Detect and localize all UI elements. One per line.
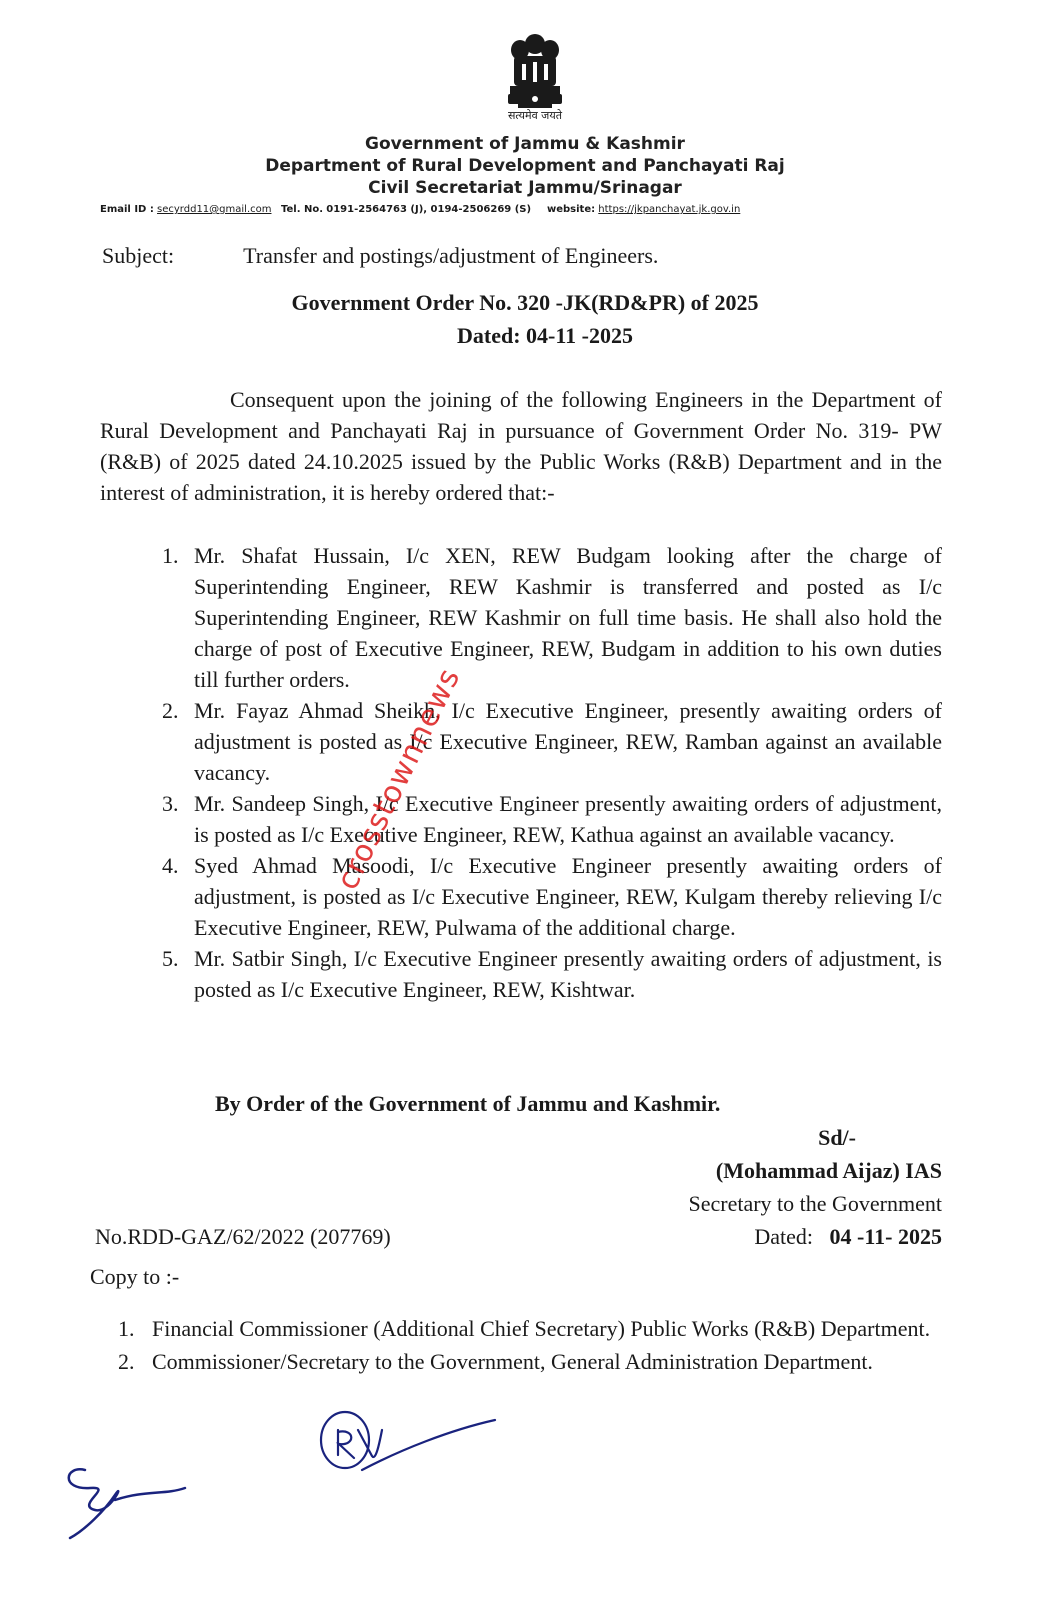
tel-label: Tel. No. [281, 204, 324, 215]
department-name: Department of Rural Development and Panchayati Raj [265, 156, 785, 176]
order-item [162, 850, 942, 943]
item-number: 2. [162, 698, 179, 723]
signatory-designation: Secretary to the Government [688, 1191, 942, 1216]
copy-text: Financial Commissioner (Additional Chief Secretary) Public Works (R&B) Department. [152, 1316, 931, 1341]
handwritten-signature [310, 1400, 500, 1490]
subject-label: Subject: [102, 243, 175, 268]
item-text: Mr. Shafat Hussain, I/c XEN, REW Budgam looking after the charge of Superintending Engineer, REW Kashmir is transferred and posted as I/c Superintending Engineer, REW Kashmir on full time basis. He shall also hold the charge of post of Executive Engineer, REW, Budgam in addition to his own duties till further orders. [194, 543, 942, 692]
copy-item [118, 1312, 948, 1345]
website-link[interactable]: https://jkpanchayat.jk.gov.in [598, 204, 741, 215]
copy-to-label: Copy to :- [90, 1264, 180, 1289]
office-address: Civil Secretariat Jammu/Srinagar [368, 178, 682, 198]
item-number: 1. [162, 543, 179, 568]
item-number: 3. [162, 791, 179, 816]
watermark-text: crosstownnews [330, 662, 468, 896]
emblem-motto: सत्यमेव जयते [507, 109, 562, 122]
reference-number: No.RDD-GAZ/62/2022 (207769) [95, 1224, 391, 1249]
order-item [162, 788, 942, 850]
item-number: 4. [162, 853, 179, 878]
item-text: Syed Ahmad Masoodi, I/c Executive Engineer presently awaiting orders of adjustment, is posted as I/c Executive Engineer, REW, Kulgam thereby relieving I/c Executive Engineer, REW, Pulwama of the additional charge. [194, 853, 942, 940]
tel-value: 0191-2564763 (J), 0194-2506269 (S) [326, 204, 532, 215]
item-text: Mr. Sandeep Singh, I/c Executive Engineer presently awaiting orders of adjustment, is posted as I/c Executive Engineer, REW, Kathua against an available vacancy. [194, 791, 942, 847]
order-item [162, 540, 942, 695]
subject-line [102, 243, 658, 269]
item-text: Mr. Fayaz Ahmad Sheikh, I/c Executive Engineer, presently awaiting orders of adjustment is posted as I/c Executive Engineer, REW, Ramban against an available vacancy. [194, 698, 942, 785]
copy-list [118, 1312, 948, 1378]
order-item [162, 943, 942, 1005]
copy-number: 2. [118, 1349, 135, 1374]
email-label: Email ID : [100, 204, 154, 215]
copy-item [118, 1345, 948, 1378]
government-name: Government of Jammu & Kashmir [365, 134, 685, 154]
signature-date [688, 1220, 942, 1253]
signature-date-value: 04 -11- 2025 [829, 1224, 942, 1249]
copy-text: Commissioner/Secretary to the Government, General Administration Department. [152, 1349, 873, 1374]
order-date: Dated: 04-11 -2025 [457, 323, 633, 348]
handwritten-initials [55, 1450, 195, 1550]
sd-mark: Sd/- [818, 1125, 856, 1150]
intro-paragraph [100, 384, 942, 508]
intro-text: Consequent upon the joining of the following Engineers in the Department of Rural Development and Panchayati Raj in pursuance of Government Order No. 319- PW (R&B) of 2025 dated 24.10.2025 issued by the Public Works (R&B) Department and in the interest of administration, it is hereby ordered that:- [100, 387, 942, 505]
website-label: website: [546, 204, 596, 215]
subject-text: Transfer and postings/adjustment of Engineers. [243, 243, 659, 268]
signature-date-label: Dated: [754, 1224, 814, 1249]
order-title: Government Order No. 320 -JK(RD&PR) of 2025 [291, 290, 759, 315]
order-list [162, 540, 942, 1005]
email-link[interactable]: secyrdd11@gmail.com [157, 204, 272, 215]
item-text: Mr. Satbir Singh, I/c Executive Engineer presently awaiting orders of adjustment, is posted as I/c Executive Engineer, REW, Kishtwar. [194, 946, 942, 1002]
by-order-line: By Order of the Government of Jammu and Kashmir. [215, 1091, 721, 1116]
item-number: 5. [162, 946, 179, 971]
contact-line [100, 204, 900, 215]
signature-block [688, 1121, 942, 1253]
copy-number: 1. [118, 1316, 135, 1341]
order-item [162, 695, 942, 788]
signatory-name: (Mohammad Aijaz) IAS [715, 1158, 942, 1183]
